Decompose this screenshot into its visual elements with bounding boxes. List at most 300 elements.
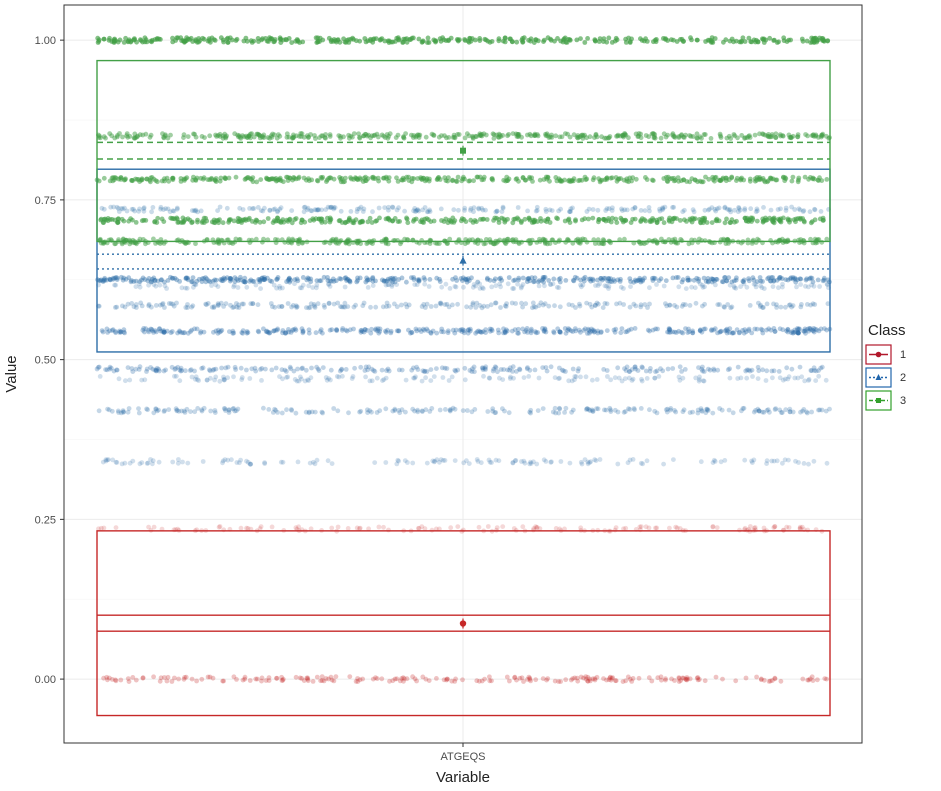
jitter-point bbox=[765, 302, 770, 307]
jitter-point bbox=[446, 38, 451, 43]
jitter-point bbox=[176, 457, 181, 462]
jitter-point bbox=[812, 459, 817, 464]
jitter-point bbox=[189, 367, 194, 372]
jitter-point bbox=[151, 237, 156, 242]
jitter-point bbox=[219, 328, 224, 333]
jitter-point bbox=[222, 377, 227, 382]
jitter-point bbox=[466, 179, 471, 184]
jitter-point bbox=[623, 218, 628, 223]
jitter-point bbox=[482, 304, 487, 309]
jitter-point bbox=[109, 133, 114, 138]
jitter-point bbox=[728, 136, 733, 141]
jitter-point bbox=[651, 39, 656, 44]
jitter-point bbox=[241, 678, 246, 683]
jitter-point bbox=[677, 134, 682, 139]
jitter-point bbox=[376, 179, 381, 184]
jitter-point bbox=[125, 135, 130, 140]
jitter-point bbox=[166, 136, 171, 141]
jitter-point bbox=[794, 285, 799, 290]
jitter-point bbox=[595, 135, 600, 140]
jitter-point bbox=[817, 408, 822, 413]
jitter-point bbox=[189, 279, 194, 284]
jitter-point bbox=[145, 461, 150, 466]
jitter-point bbox=[316, 179, 321, 184]
jitter-point bbox=[420, 675, 425, 680]
jitter-point bbox=[363, 368, 368, 373]
jitter-point bbox=[771, 284, 776, 289]
jitter-point bbox=[202, 406, 207, 411]
jitter-point bbox=[804, 410, 809, 415]
jitter-point bbox=[199, 209, 204, 214]
jitter-point bbox=[645, 376, 650, 381]
jitter-point bbox=[170, 176, 175, 181]
jitter-point bbox=[314, 365, 319, 370]
jitter-point bbox=[244, 526, 249, 531]
jitter-point bbox=[405, 676, 410, 681]
jitter-point bbox=[586, 460, 591, 465]
jitter-point bbox=[542, 38, 547, 43]
jitter-point bbox=[759, 677, 764, 682]
jitter-point bbox=[709, 136, 714, 141]
jitter-point bbox=[778, 219, 783, 224]
jitter-point bbox=[584, 135, 589, 140]
mean-marker bbox=[460, 148, 466, 154]
jitter-point bbox=[248, 462, 253, 467]
jitter-point bbox=[397, 410, 402, 415]
jitter-point bbox=[776, 285, 781, 290]
jitter-point bbox=[584, 374, 589, 379]
jitter-point bbox=[798, 365, 803, 370]
jitter-point bbox=[760, 305, 765, 310]
jitter-point bbox=[289, 407, 294, 412]
jitter-point bbox=[370, 220, 375, 225]
jitter-point bbox=[224, 134, 229, 139]
jitter-point bbox=[212, 367, 217, 372]
jitter-point bbox=[472, 205, 477, 210]
jitter-point bbox=[310, 216, 315, 221]
jitter-point bbox=[271, 39, 276, 44]
jitter-point bbox=[298, 676, 303, 681]
jitter-point bbox=[819, 209, 824, 214]
jitter-point bbox=[329, 368, 334, 373]
jitter-point bbox=[663, 205, 668, 210]
jitter-point bbox=[639, 461, 644, 466]
jitter-point bbox=[661, 462, 666, 467]
jitter-point bbox=[161, 219, 166, 224]
jitter-point bbox=[419, 329, 424, 334]
jitter-point bbox=[98, 374, 103, 379]
jitter-point bbox=[613, 330, 618, 335]
jitter-point bbox=[329, 526, 334, 531]
jitter-point bbox=[500, 209, 505, 214]
jitter-point bbox=[770, 134, 775, 139]
jitter-point bbox=[390, 678, 395, 683]
jitter-point bbox=[425, 40, 430, 45]
jitter-point bbox=[797, 206, 802, 211]
jitter-point bbox=[134, 220, 139, 225]
jitter-point bbox=[214, 240, 219, 245]
jitter-point bbox=[207, 38, 212, 43]
jitter-point bbox=[489, 285, 494, 290]
jitter-point bbox=[697, 237, 702, 242]
jitter-point bbox=[455, 368, 460, 373]
jitter-point bbox=[611, 277, 616, 282]
jitter-point bbox=[631, 457, 636, 462]
jitter-point bbox=[475, 280, 480, 285]
jitter-point bbox=[741, 178, 746, 183]
jitter-point bbox=[398, 679, 403, 684]
jitter-point bbox=[811, 678, 816, 683]
jitter-point bbox=[421, 368, 426, 373]
jitter-point bbox=[362, 36, 367, 41]
jitter-point bbox=[551, 329, 556, 334]
jitter-point bbox=[596, 406, 601, 411]
jitter-point bbox=[812, 134, 817, 139]
jitter-point bbox=[266, 407, 271, 412]
jitter-point bbox=[638, 36, 643, 41]
jitter-point bbox=[308, 277, 313, 282]
jitter-point bbox=[417, 133, 422, 138]
jitter-point bbox=[806, 177, 811, 182]
jitter-point bbox=[817, 175, 822, 180]
jitter-point bbox=[585, 36, 590, 41]
jitter-point bbox=[315, 40, 320, 45]
jitter-point bbox=[231, 285, 236, 290]
jitter-point bbox=[723, 37, 728, 42]
jitter-point bbox=[600, 278, 605, 283]
jitter-point bbox=[604, 136, 609, 141]
jitter-point bbox=[615, 365, 620, 370]
jitter-point bbox=[351, 374, 356, 379]
jitter-point bbox=[267, 136, 272, 141]
y-tick-label: 0.50 bbox=[34, 354, 56, 367]
jitter-point bbox=[250, 206, 255, 211]
jitter-point bbox=[782, 38, 787, 43]
jitter-point bbox=[296, 460, 301, 465]
jitter-point bbox=[383, 406, 388, 411]
jitter-point bbox=[448, 525, 453, 530]
jitter-point bbox=[425, 209, 430, 214]
jitter-point bbox=[262, 277, 267, 282]
jitter-point bbox=[440, 365, 445, 370]
jitter-point bbox=[626, 675, 631, 680]
jitter-point bbox=[258, 286, 263, 291]
jitter-point bbox=[821, 36, 826, 41]
jitter-point bbox=[279, 304, 284, 309]
jitter-point bbox=[693, 376, 698, 381]
jitter-point bbox=[382, 279, 387, 284]
jitter-point bbox=[142, 330, 147, 335]
jitter-point bbox=[628, 279, 633, 284]
jitter-point bbox=[742, 458, 747, 463]
jitter-point bbox=[674, 275, 679, 280]
jitter-point bbox=[751, 278, 756, 283]
jitter-point bbox=[390, 205, 395, 210]
jitter-point bbox=[340, 328, 345, 333]
jitter-point bbox=[495, 369, 500, 374]
jitter-point bbox=[427, 678, 432, 683]
jitter-point bbox=[703, 410, 708, 415]
jitter-point bbox=[235, 37, 240, 42]
jitter-point bbox=[583, 275, 588, 280]
jitter-point bbox=[461, 408, 466, 413]
jitter-point bbox=[737, 528, 742, 533]
jitter-point bbox=[239, 366, 244, 371]
jitter-point bbox=[598, 457, 603, 462]
jitter-point bbox=[734, 178, 739, 183]
jitter-point bbox=[329, 205, 334, 210]
jitter-point bbox=[246, 217, 251, 222]
jitter-point bbox=[788, 38, 793, 43]
jitter-point bbox=[796, 460, 801, 465]
jitter-point bbox=[525, 365, 530, 370]
jitter-point bbox=[573, 219, 578, 224]
jitter-point bbox=[307, 331, 312, 336]
jitter-point bbox=[734, 275, 739, 280]
jitter-point bbox=[627, 407, 632, 412]
jitter-point bbox=[438, 177, 443, 182]
jitter-point bbox=[247, 376, 252, 381]
jitter-point bbox=[346, 410, 351, 415]
jitter-point bbox=[731, 410, 736, 415]
jitter-point bbox=[556, 679, 561, 684]
jitter-point bbox=[381, 525, 386, 530]
jitter-point bbox=[411, 36, 416, 41]
jitter-point bbox=[645, 177, 650, 182]
jitter-point bbox=[820, 365, 825, 370]
jitter-point bbox=[813, 217, 818, 222]
jitter-point bbox=[709, 327, 714, 332]
jitter-point bbox=[284, 279, 289, 284]
jitter-point bbox=[778, 132, 783, 137]
jitter-point bbox=[516, 331, 521, 336]
jitter-point bbox=[493, 301, 498, 306]
jitter-point bbox=[447, 378, 452, 383]
jitter-point bbox=[268, 278, 273, 283]
jitter-point bbox=[756, 39, 761, 44]
jitter-point bbox=[714, 219, 719, 224]
jitter-point bbox=[121, 408, 126, 413]
jitter-point bbox=[238, 219, 243, 224]
jitter-point bbox=[237, 206, 242, 211]
jitter-point bbox=[692, 278, 697, 283]
jitter-point bbox=[326, 458, 331, 463]
jitter-point bbox=[788, 276, 793, 281]
jitter-point bbox=[280, 411, 285, 416]
jitter-point bbox=[666, 367, 671, 372]
jitter-point bbox=[134, 302, 139, 307]
jitter-point bbox=[203, 275, 208, 280]
jitter-point bbox=[575, 133, 580, 138]
jitter-point bbox=[769, 208, 774, 213]
jitter-point bbox=[153, 368, 158, 373]
jitter-point bbox=[300, 330, 305, 335]
jitter-point bbox=[284, 369, 289, 374]
jitter-point bbox=[138, 364, 143, 369]
jitter-point bbox=[542, 329, 547, 334]
jitter-point bbox=[816, 368, 821, 373]
jitter-point bbox=[699, 180, 704, 185]
jitter-point bbox=[279, 460, 284, 465]
jitter-point bbox=[703, 175, 708, 180]
jitter-point bbox=[96, 40, 101, 45]
jitter-point bbox=[626, 179, 631, 184]
jitter-point bbox=[748, 177, 753, 182]
jitter-point bbox=[773, 407, 778, 412]
jitter-point bbox=[549, 364, 554, 369]
jitter-point bbox=[813, 378, 818, 383]
jitter-point bbox=[412, 282, 417, 287]
jitter-point bbox=[544, 177, 549, 182]
jitter-point bbox=[260, 36, 265, 41]
jitter-point bbox=[800, 216, 805, 221]
jitter-point bbox=[784, 206, 789, 211]
jitter-point bbox=[507, 275, 512, 280]
jitter-point bbox=[257, 277, 262, 282]
jitter-point bbox=[668, 406, 673, 411]
jitter-point bbox=[174, 301, 179, 306]
jitter-point bbox=[822, 326, 827, 331]
jitter-point bbox=[558, 304, 563, 309]
jitter-point bbox=[818, 217, 823, 222]
jitter-point bbox=[741, 35, 746, 40]
jitter-point bbox=[755, 327, 760, 332]
jitter-point bbox=[699, 408, 704, 413]
jitter-point bbox=[644, 524, 649, 529]
jitter-point bbox=[569, 328, 574, 333]
jitter-point bbox=[648, 369, 653, 374]
jitter-point bbox=[244, 36, 249, 41]
jitter-point bbox=[694, 301, 699, 306]
jitter-point bbox=[153, 37, 158, 42]
jitter-point bbox=[591, 278, 596, 283]
jitter-point bbox=[500, 524, 505, 529]
jitter-point bbox=[351, 219, 356, 224]
jitter-point bbox=[710, 205, 715, 210]
jitter-point bbox=[515, 282, 520, 287]
jitter-point bbox=[698, 327, 703, 332]
jitter-point bbox=[234, 237, 239, 242]
jitter-point bbox=[694, 136, 699, 141]
jitter-point bbox=[504, 175, 509, 180]
jitter-point bbox=[511, 131, 516, 136]
jitter-point bbox=[409, 368, 414, 373]
jitter-point bbox=[432, 374, 437, 379]
jitter-point bbox=[737, 331, 742, 336]
jitter-point bbox=[505, 133, 510, 138]
jitter-point bbox=[672, 678, 677, 683]
jitter-point bbox=[268, 208, 273, 213]
jitter-point bbox=[491, 131, 496, 136]
jitter-point bbox=[778, 326, 783, 331]
jitter-point bbox=[97, 238, 102, 243]
jitter-point bbox=[277, 207, 282, 212]
jitter-point bbox=[529, 328, 534, 333]
jitter-point bbox=[728, 376, 733, 381]
jitter-point bbox=[493, 410, 498, 415]
jitter-point bbox=[723, 220, 728, 225]
jitter-point bbox=[744, 676, 749, 681]
jitter-point bbox=[190, 208, 195, 213]
jitter-point bbox=[737, 206, 742, 211]
jitter-point bbox=[596, 283, 601, 288]
jitter-point bbox=[749, 331, 754, 336]
jitter-point bbox=[637, 676, 642, 681]
jitter-point bbox=[260, 240, 265, 245]
jitter-point bbox=[336, 525, 341, 530]
jitter-point bbox=[647, 302, 652, 307]
jitter-point bbox=[413, 676, 418, 681]
jitter-point bbox=[205, 378, 210, 383]
jitter-point bbox=[639, 406, 644, 411]
jitter-point bbox=[742, 206, 747, 211]
jitter-point bbox=[299, 218, 304, 223]
jitter-point bbox=[825, 461, 830, 466]
jitter-point bbox=[400, 40, 405, 45]
jitter-point bbox=[498, 284, 503, 289]
jitter-point bbox=[441, 375, 446, 380]
jitter-point bbox=[555, 216, 560, 221]
jitter-point bbox=[300, 366, 305, 371]
jitter-point bbox=[426, 36, 431, 41]
jitter-point bbox=[212, 37, 217, 42]
jitter-point bbox=[128, 39, 133, 44]
jitter-point bbox=[497, 458, 502, 463]
jitter-point bbox=[207, 133, 212, 138]
jitter-point bbox=[147, 276, 152, 281]
jitter-point bbox=[468, 329, 473, 334]
jitter-point bbox=[506, 281, 511, 286]
jitter-point bbox=[405, 217, 410, 222]
jitter-point bbox=[392, 302, 397, 307]
jitter-point bbox=[453, 275, 458, 280]
jitter-point bbox=[236, 407, 241, 412]
jitter-point bbox=[483, 364, 488, 369]
jitter-point bbox=[670, 176, 675, 181]
jitter-point bbox=[645, 458, 650, 463]
jitter-point bbox=[206, 675, 211, 680]
jitter-point bbox=[498, 276, 503, 281]
jitter-point bbox=[258, 220, 263, 225]
jitter-point bbox=[320, 176, 325, 181]
jitter-point bbox=[518, 676, 523, 681]
jitter-point bbox=[592, 175, 597, 180]
jitter-point bbox=[638, 305, 643, 310]
jitter-point bbox=[622, 131, 627, 136]
jitter-point bbox=[320, 331, 325, 336]
jitter-point bbox=[239, 526, 244, 531]
jitter-point bbox=[388, 276, 393, 281]
jitter-point bbox=[796, 331, 801, 336]
jitter-point bbox=[199, 677, 204, 682]
jitter-point bbox=[426, 328, 431, 333]
jitter-point bbox=[295, 379, 300, 384]
jitter-point bbox=[371, 368, 376, 373]
jitter-point bbox=[328, 220, 333, 225]
jitter-point bbox=[125, 209, 130, 214]
jitter-point bbox=[586, 217, 591, 222]
jitter-point bbox=[613, 528, 618, 533]
jitter-point bbox=[470, 409, 475, 414]
jitter-point bbox=[271, 220, 276, 225]
jitter-point bbox=[163, 368, 168, 373]
jitter-point bbox=[735, 376, 740, 381]
jitter-point bbox=[294, 216, 299, 221]
jitter-point bbox=[597, 217, 602, 222]
jitter-point bbox=[461, 285, 466, 290]
jitter-point bbox=[373, 305, 378, 310]
jitter-point bbox=[182, 177, 187, 182]
